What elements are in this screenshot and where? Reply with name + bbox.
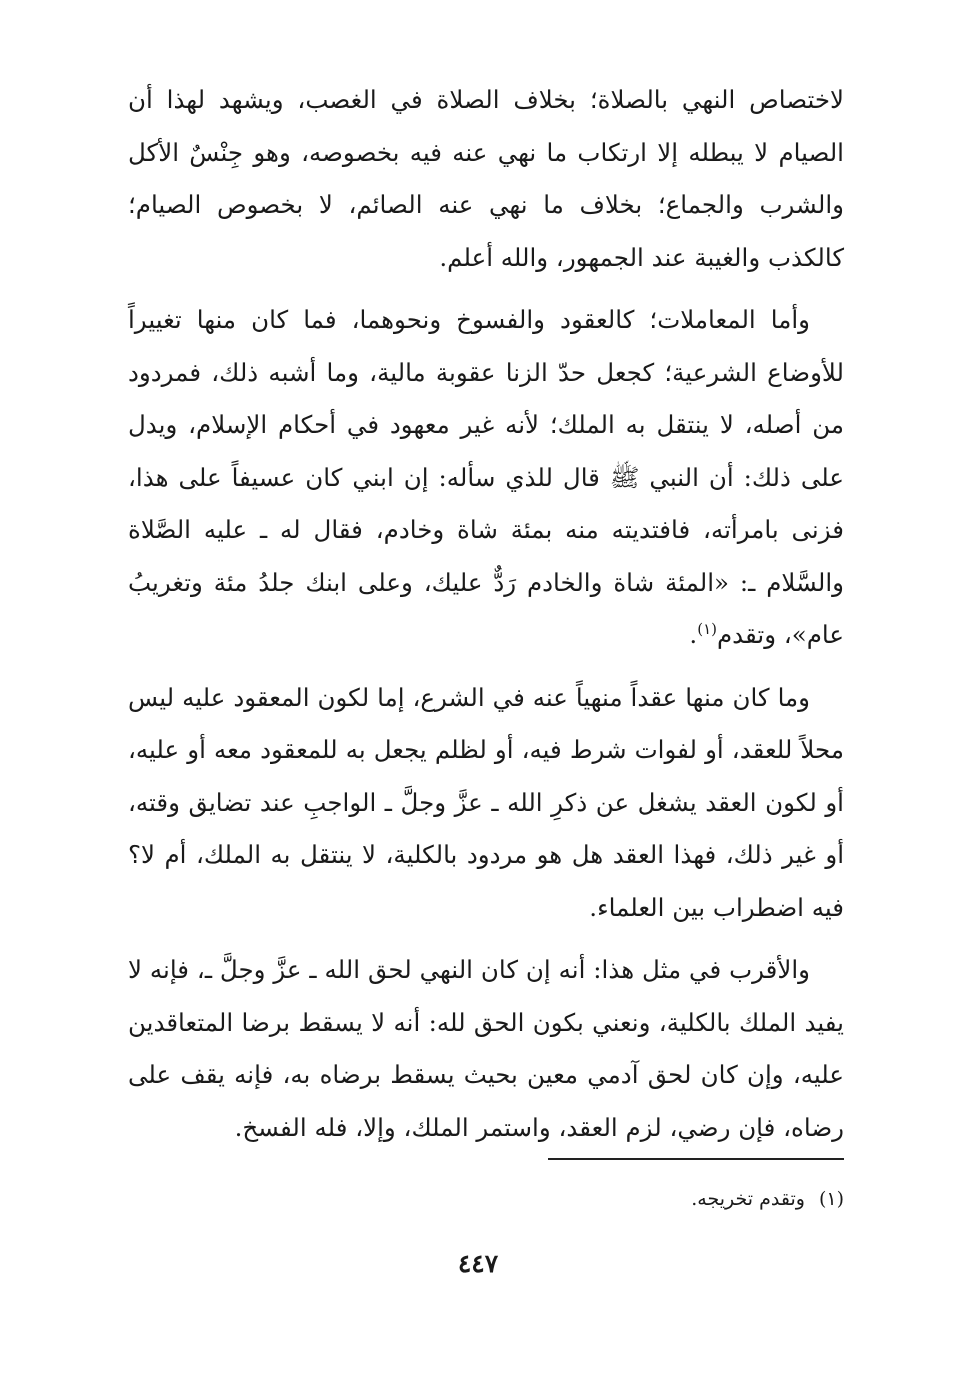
paragraph-2-tail: .: [689, 620, 698, 649]
paragraph-1-text: لاختصاص النهي بالصلاة؛ بخلاف الصلاة في الغصب، ويشهد لهذا أن الصيام لا يبطله إلا ارتكاب ما نهي عنه فيه بخصوصه، وهو جِنْسٌ الأكل والشرب والجماع؛ بخلاف ما نهي عنه الصائم، لا بخصوص الصيام؛ كالكذب والغيبة عند الجمهور، والله أعلم.: [128, 85, 844, 272]
footnote: [128, 1184, 844, 1214]
paragraph-4-text: والأقرب في مثل هذا: أنه إن كان النهي لحق الله ـ عزَّ وجلَّ ـ، فإنه لا يفيد الملك بالكلية، ونعني بكون الحق لله: أنه لا يسقط برضا المتعاقدين عليه، وإن كان لحق آدمي معين بحيث يسقط برضاه به، فإنه يقف على رضاه، فإن رضي، لزم العقد، واستمر الملك، وإلا، فله الفسخ.: [128, 955, 844, 1142]
paragraph-4: [128, 944, 844, 1154]
footnote-text: وتقدم تخريجه.: [691, 1188, 805, 1210]
paragraph-2-text: وأما المعاملات؛ كالعقود والفسوخ ونحوهما، فما كان منها تغييراً للأوضاع الشرعية؛ كجعل حدّ الزنا عقوبة مالية، وما أشبه ذلك، فمردود من أصله، لا ينتقل به الملك؛ لأنه غير معهود في أحكام الإسلام، ويدل على ذلك: أن النبي ﷺ قال للذي سأله: إن ابني كان عسيفاً على هذا، فزنى بامرأته، فافتديته منه بمئة شاة وخادم، فقال له ـ عليه الصَّلاة والسَّلام ـ: «المئة شاة والخادم رَدٌّ عليك، وعلى ابنك جلدُ مئة وتغريبُ عام»، وتقدم: [128, 305, 844, 649]
paragraph-1: [128, 74, 844, 284]
footnote-number: (١): [818, 1188, 844, 1210]
paragraph-3-text: وما كان منها عقداً منهياً عنه في الشرع، إما لكون المعقود عليه ليس محلاً للعقد، أو لفوات شرط فيه، أو لظلم يجعل به للمعقود معه أو عليه، أو لكون العقد يشغل عن ذكرِ الله ـ عزَّ وجلَّ ـ الواجبِ عند تضايق وقته، أو غير ذلك، فهذا العقد هل هو مردود بالكلية، لا ينتقل به الملك، أم لا؟ فيه اضطراب بين العلماء.: [128, 682, 844, 922]
footnote-reference[interactable]: (١): [697, 619, 717, 638]
page-number: ٤٤٧: [457, 1249, 499, 1278]
main-text: [128, 74, 844, 1164]
paragraph-2: [128, 294, 844, 662]
footnote-separator: [548, 1158, 844, 1160]
paragraph-3: [128, 672, 844, 935]
